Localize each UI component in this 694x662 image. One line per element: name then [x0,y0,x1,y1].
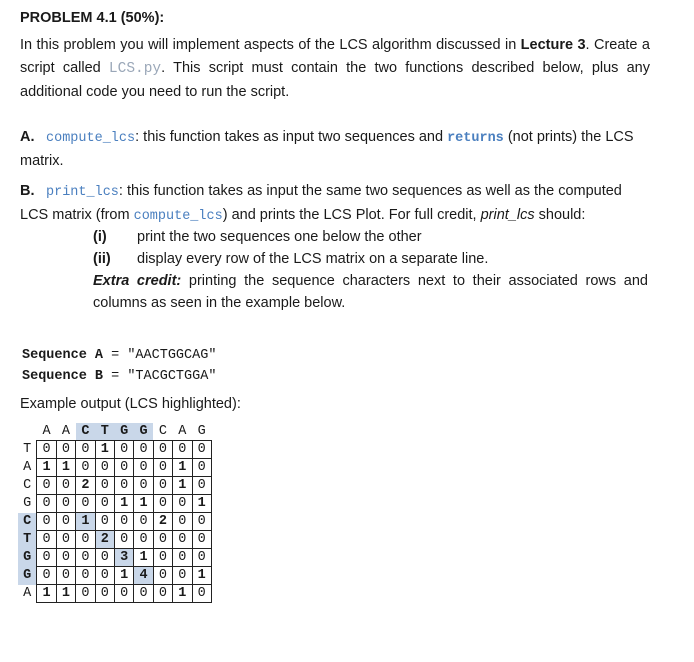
matrix-cell: 0 [95,513,114,531]
matrix-cell: 0 [95,495,114,513]
matrix-cell: 1 [114,567,133,585]
matrix-cell: 0 [173,513,192,531]
column-header: G [197,424,206,439]
matrix-cell: 0 [76,567,95,585]
matrix-cell: 0 [192,513,211,531]
matrix-cell: 0 [95,549,114,567]
column-header: C [158,424,167,439]
matrix-cell: 4 [134,567,153,585]
column-header: A [42,424,51,439]
matrix-cell: 0 [114,585,133,603]
item-b [20,180,650,228]
matrix-row [18,441,211,459]
matrix-cell: 0 [114,477,133,495]
item-b-text-2: ) and prints the LCS Plot. For full credit, [222,207,481,223]
matrix-row [18,477,211,495]
matrix-row [18,549,211,567]
lcs-matrix [18,423,212,603]
matrix-cell: 0 [37,477,56,495]
matrix-cell: 0 [114,459,133,477]
matrix-cell: 1 [95,441,114,459]
row-header: G [18,549,37,567]
matrix-cell: 0 [56,513,75,531]
matrix-cell: 1 [192,567,211,585]
matrix-cell: 0 [56,567,75,585]
returns-keyword: returns [447,131,504,146]
matrix-cell: 2 [76,477,95,495]
matrix-row [18,531,211,549]
matrix-cell: 1 [173,477,192,495]
matrix-cell: 0 [134,531,153,549]
column-header: G [114,423,133,441]
column-header: A [178,424,187,439]
column-header: C [76,423,95,441]
sequence-b-label: Sequence B [22,369,104,384]
sequence-b [22,366,216,387]
matrix-cell: 2 [153,513,172,531]
sequence-block [22,345,216,387]
script-filename: LCS.py [108,61,162,77]
matrix-cell: 2 [95,531,114,549]
matrix-cell: 0 [76,549,95,567]
matrix-cell: 0 [173,531,192,549]
extra-credit-text: printing the sequence characters next to their associated rows and columns as seen in the example below. [93,273,648,311]
matrix-cell: 1 [192,495,211,513]
matrix-cell: 0 [76,459,95,477]
matrix-cell: 0 [56,495,75,513]
matrix-cell: 0 [134,459,153,477]
item-b-sublist [93,226,648,314]
matrix-cell: 0 [192,531,211,549]
matrix-cell: 0 [134,513,153,531]
row-header: G [23,496,32,511]
matrix-cell: 0 [56,531,75,549]
matrix-cell: 0 [153,441,172,459]
matrix-row [18,585,211,603]
matrix-cell: 0 [192,459,211,477]
matrix-cell: 0 [134,441,153,459]
item-a-label: A. [20,129,35,145]
matrix-cell: 0 [56,549,75,567]
column-header-row [18,423,211,441]
item-a-text-1: : this function takes as input two sequences and [135,129,448,145]
matrix-cell: 0 [192,441,211,459]
matrix-cell: 0 [192,477,211,495]
lecture-ref: Lecture 3 [520,37,586,53]
item-b-text-3: should: [534,207,586,223]
extra-credit [93,270,648,314]
matrix-cell: 0 [76,585,95,603]
matrix-cell: 0 [192,549,211,567]
item-a-text-2: (not prints) the LCS matrix. [20,129,634,169]
matrix-cell: 1 [37,459,56,477]
matrix-cell: 0 [153,459,172,477]
row-header: A [23,586,32,601]
extra-credit-label: Extra credit: [93,273,182,289]
matrix-cell: 0 [56,441,75,459]
row-header: A [23,460,32,475]
row-header: T [23,442,32,457]
sequence-a-label: Sequence A [22,348,104,363]
matrix-cell: 0 [173,549,192,567]
print-lcs-italic: print_lcs [480,207,535,223]
sequence-a-value: = "AACTGGCAG" [111,348,217,363]
matrix-cell: 0 [76,531,95,549]
sub2-text: display every row of the LCS matrix on a separate line. [137,251,489,267]
matrix-row [18,495,211,513]
matrix-cell: 0 [76,441,95,459]
matrix-cell: 0 [56,477,75,495]
corner-cell [18,423,37,441]
row-header: C [18,513,37,531]
print-lcs-func: print_lcs [46,185,119,200]
intro-text-1: In this problem you will implement aspects of the LCS algorithm discussed in [20,37,521,53]
matrix-cell: 1 [173,459,192,477]
matrix-cell: 1 [173,585,192,603]
item-a [20,126,650,173]
matrix-cell: 0 [173,495,192,513]
matrix-cell: 0 [37,495,56,513]
sublist-item-1 [93,226,648,248]
matrix-cell: 0 [114,441,133,459]
column-header: T [95,423,114,441]
matrix-cell: 0 [153,549,172,567]
matrix-cell: 0 [173,441,192,459]
matrix-cell: 0 [95,585,114,603]
sub2-number: (ii) [93,251,111,267]
sequence-b-value: = "TACGCTGGA" [111,369,217,384]
item-b-label: B. [20,183,35,199]
matrix-cell: 0 [153,585,172,603]
matrix-row [18,513,211,531]
matrix-cell: 1 [134,495,153,513]
matrix-cell: 1 [76,513,95,531]
matrix-cell: 0 [95,459,114,477]
matrix-cell: 0 [192,585,211,603]
matrix-cell: 0 [37,441,56,459]
matrix-cell: 1 [37,585,56,603]
matrix-cell: 0 [37,531,56,549]
matrix-cell: 0 [153,567,172,585]
matrix-cell: 0 [153,477,172,495]
sub1-text: print the two sequences one below the other [137,229,422,245]
matrix-row [18,567,211,585]
example-label: Example output (LCS highlighted): [20,396,241,412]
compute-lcs-func: compute_lcs [46,131,136,146]
matrix-cell: 0 [37,549,56,567]
intro-paragraph [20,34,650,104]
compute-lcs-ref: compute_lcs [133,209,223,224]
matrix-cell: 0 [134,585,153,603]
matrix-cell: 0 [153,531,172,549]
matrix-cell: 1 [134,549,153,567]
row-header: C [23,478,32,493]
matrix-cell: 0 [173,567,192,585]
sublist-item-2 [93,248,648,270]
row-header: G [18,567,37,585]
column-header: A [61,424,71,439]
matrix-cell: 0 [114,513,133,531]
matrix-row [18,459,211,477]
matrix-cell: 0 [76,495,95,513]
sequence-a [22,345,216,366]
row-header: T [18,531,37,549]
matrix-cell: 0 [114,531,133,549]
intro-text-2: . Create a script called [20,37,650,76]
matrix-cell: 0 [95,477,114,495]
matrix-cell: 0 [37,513,56,531]
matrix-cell: 0 [95,567,114,585]
matrix-cell: 0 [37,567,56,585]
matrix-cell: 1 [56,459,75,477]
matrix-cell: 1 [114,495,133,513]
item-b-text-1: : this function takes as input the same two sequences as well as the computed LCS matrix (from [20,183,622,223]
matrix-cell: 0 [134,477,153,495]
intro-text-3: . This script must contain the two functions described below, plus any additional code you need to run the script. [20,60,650,100]
matrix-cell: 3 [114,549,133,567]
sub1-number: (i) [93,229,107,245]
matrix-cell: 1 [56,585,75,603]
matrix-cell: 0 [153,495,172,513]
column-header: G [134,423,153,441]
problem-title: PROBLEM 4.1 (50%): [20,10,165,26]
